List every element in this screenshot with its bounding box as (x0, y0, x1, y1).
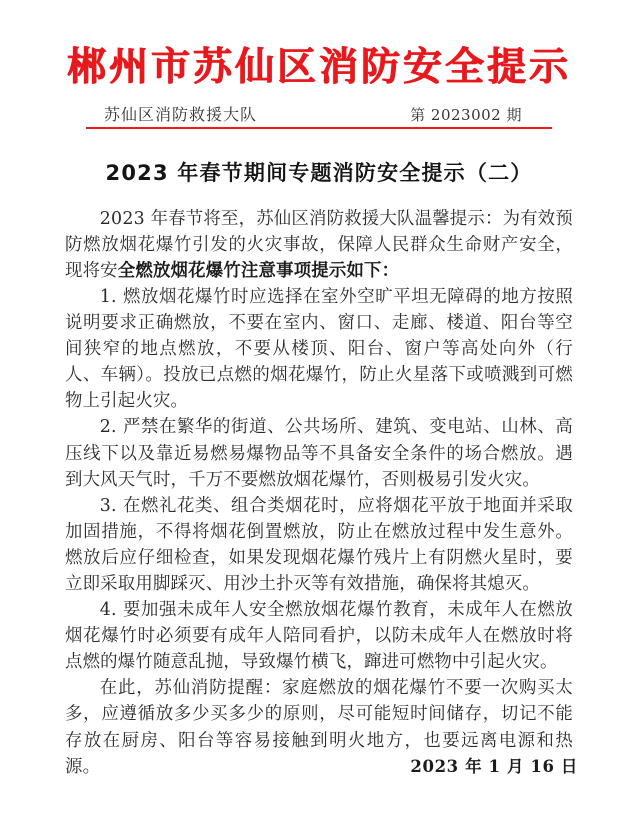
paragraph-closing: 在此，苏仙消防提醒：家庭燃放的烟花爆竹不要一次购买太多，应遵循放多少买多少的原则，尽可能短时间储存，切记不能存放在厨房、阳台等容易接触到明火地方，也要远离电源和热源。 (65, 678, 573, 777)
paragraph-intro-bold: 全燃放烟花爆竹注意事项提示如下： (117, 260, 400, 281)
paragraph-intro (65, 206, 573, 284)
masthead-issuer: 苏仙区消防救援大队 (104, 104, 258, 124)
masthead-red-rule (86, 127, 552, 129)
masthead (0, 0, 638, 132)
paragraph-intro-normal: 2023 年春节将至，苏仙区消防救援大队温馨提示：为有效预防燃放烟花爆竹引发的火灾事故，保障人民群众生命财产安全，现将安 (65, 208, 573, 281)
paragraph-item-3: 3. 在燃礼花类、组合类烟花时，应将烟花平放于地面并采取加固措施，不得将烟花倒置燃放，防止在燃放过程中发生意外。燃放后应仔细检查，如果发现烟花爆竹残片上有阴燃火星时，要立即采取用脚踩灭、用沙土扑灭等有效措施，确保将其熄灭。 (65, 495, 573, 594)
signature-date: 2023 年 1 月 16 日 (410, 757, 578, 776)
document-body (65, 206, 573, 780)
masthead-meta-bar (86, 104, 552, 132)
paragraph-item-1: 1. 燃放烟花爆竹时应选择在室外空旷平坦无障碍的地方按照说明要求正确燃放，不要在室内、窗口、走廊、楼道、阳台等空间狭窄的地点燃放，不要从楼顶、阳台、窗户等高处向外（行人、车辆）。投放已点燃的烟花爆竹，防止火星落下或喷溅到可燃物上引起火灾。 (65, 286, 573, 412)
masthead-title: 郴州市苏仙区消防安全提示 (66, 44, 571, 90)
page-title: 2023 年春节期间专题消防安全提示（二） (105, 160, 533, 185)
masthead-issue-number: 第 2023002 期 (410, 105, 522, 124)
paragraph-item-2: 2. 严禁在繁华的街道、公共场所、建筑、变电站、山林、高压线下以及靠近易燃易爆物品等不具备安全条件的场合燃放。遇到大风天气时，千万不要燃放烟花爆竹，否则极易引发火灾。 (65, 417, 573, 490)
paragraph-item-4: 4. 要加强未成年人安全燃放烟花爆竹教育，未成年人在燃放烟花爆竹时必须要有成年人陪同看护，以防未成年人在燃放时将点燃的爆竹随意乱抛，导致爆竹横飞，蹿进可燃物中引起火灾。 (65, 600, 573, 673)
